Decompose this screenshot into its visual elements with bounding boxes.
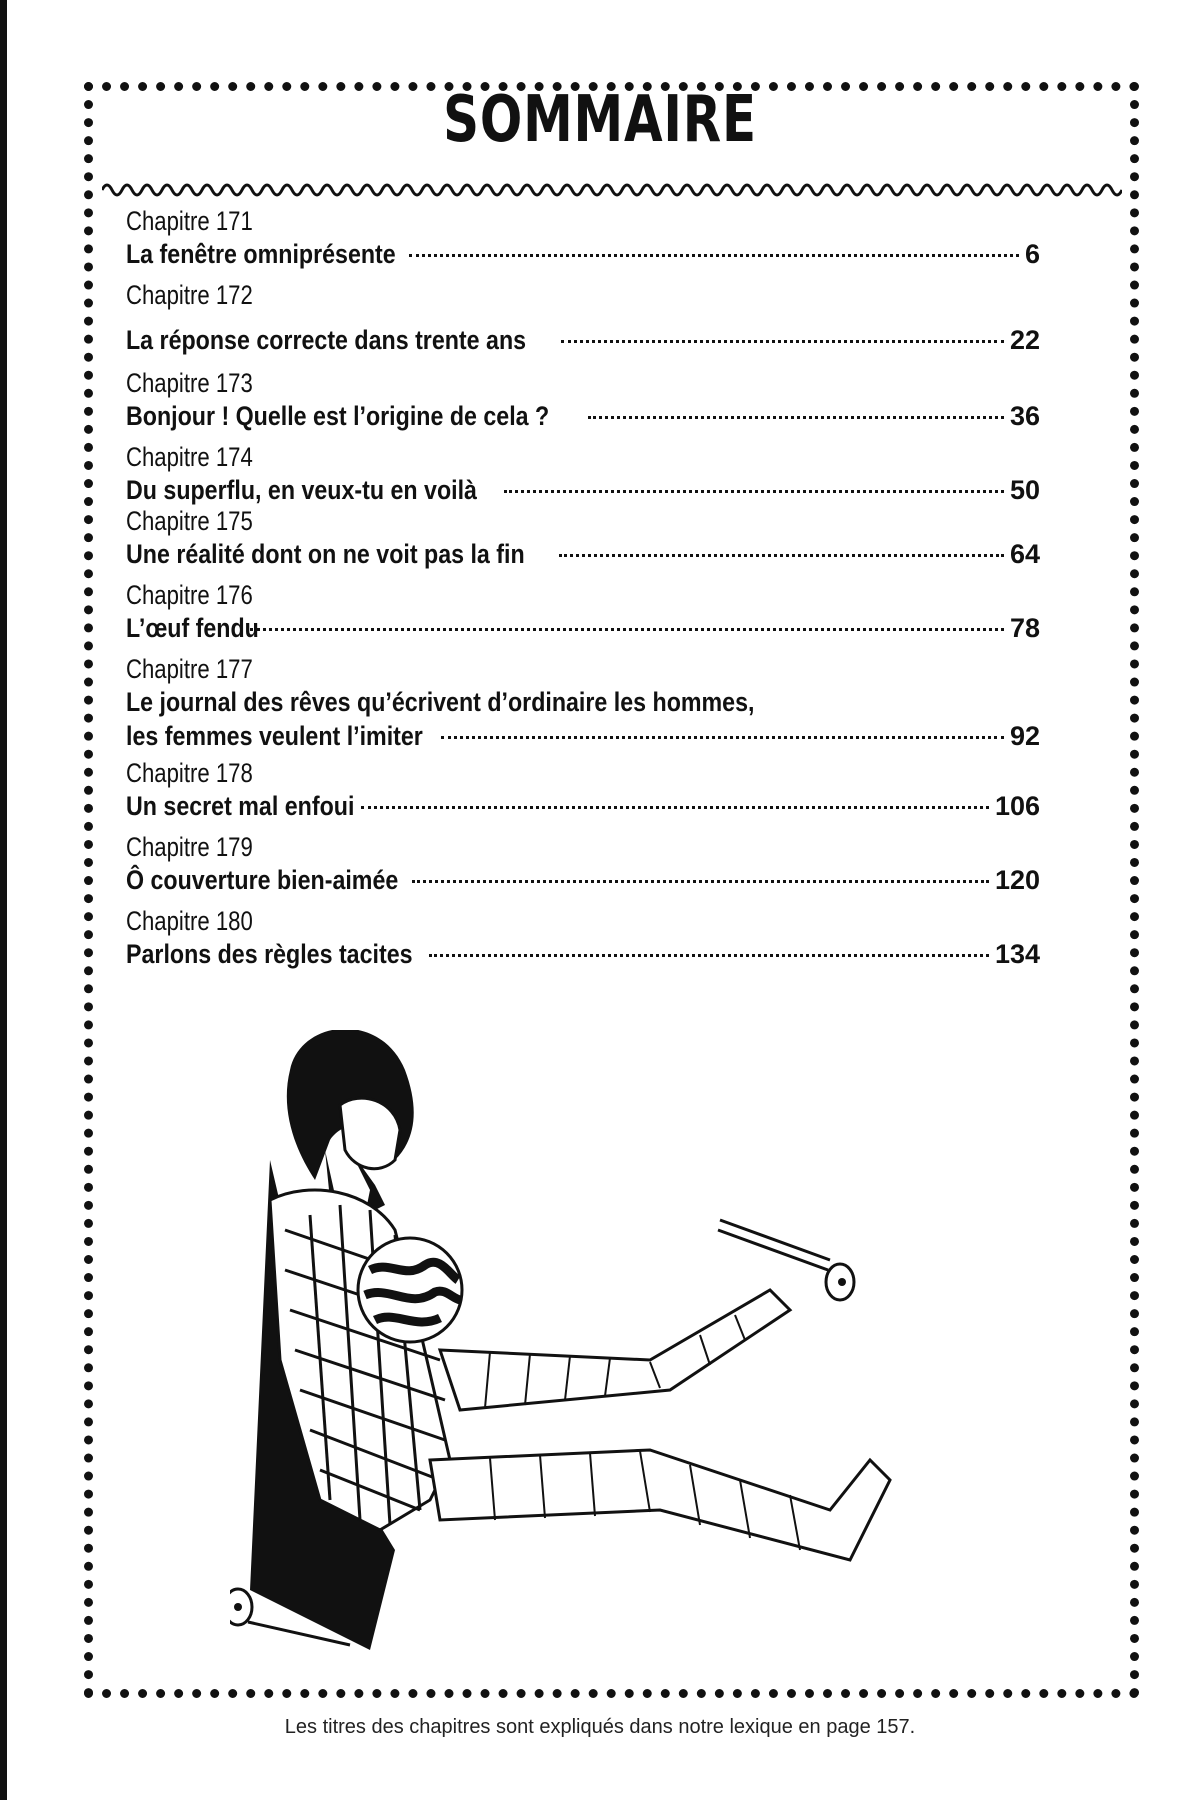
dot-leader [429,954,989,957]
chapter-title: La fenêtre omniprésente [126,239,396,269]
dot-leader [588,416,1004,419]
dot-leader [561,340,1004,343]
page-number: 64 [1009,539,1040,569]
page-number: 22 [1009,325,1040,355]
page-number: 36 [1009,401,1040,431]
chapter-title: L’œuf fendu [126,613,259,643]
dot-leader [361,806,989,809]
page-number: 106 [994,791,1040,821]
chapter-title: Du superflu, en veux-tu en voilà [126,475,477,505]
bandaged-leg-raised [440,1290,790,1410]
wavy-divider [102,178,1122,202]
dot-leader [409,254,1019,257]
chapter-title: Ô couverture bien-aimée [126,865,399,895]
dot-leader [250,628,1004,631]
chapter-number: Chapitre 174 [126,442,253,472]
chapter-number: Chapitre 177 [126,654,253,684]
toc-entry-175[interactable] [126,505,1040,571]
chapter-number: Chapitre 178 [126,758,253,788]
toc-entry-177[interactable] [126,653,1040,753]
chapter-title: Un secret mal enfoui [126,791,355,821]
girl-with-bandages-and-watermelon-illustration [230,1030,1010,1670]
page-number: 50 [1009,475,1040,505]
toc-entry-172[interactable] [126,279,1040,357]
dot-leader [559,554,1004,557]
dot-leader [441,736,1004,739]
toc-entry-179[interactable] [126,831,1040,897]
chapter-title: les femmes veulent l’imiter [126,721,423,751]
footnote: Les titres des chapitres sont expliqués dans notre lexique en page 157. [284,1716,916,1738]
toc-entry-173[interactable] [126,367,1040,433]
page-number: 6 [1024,239,1040,269]
chapter-title: Parlons des règles tacites [126,939,413,969]
page-number: 78 [1009,613,1040,643]
chapter-number: Chapitre 176 [126,580,253,610]
chapter-title: La réponse correcte dans trente ans [126,325,527,355]
toc-entry-180[interactable] [126,905,1040,971]
page-left-edge [0,0,7,1800]
chapter-number: Chapitre 179 [126,832,253,862]
page-number: 92 [1009,721,1040,751]
toilet-paper-roll-right [718,1220,854,1300]
chapter-number: Chapitre 173 [126,368,253,398]
chapter-number: Chapitre 175 [126,506,253,536]
dot-leader [412,880,989,883]
toc-entry-174[interactable] [126,441,1040,507]
page-number: 120 [994,865,1040,895]
chapter-title: Bonjour ! Quelle est l’origine de cela ? [126,401,550,431]
toc-entry-178[interactable] [126,757,1040,823]
bandaged-leg-extended [430,1450,890,1560]
toc-entry-171[interactable] [126,205,1040,271]
chapter-title-line-1: Le journal des rêves qu’écrivent d’ordinaire les hommes, [126,687,755,717]
chapter-number: Chapitre 180 [126,906,253,936]
chapter-number: Chapitre 171 [126,206,253,236]
page-title: SOMMAIRE [443,83,757,157]
page-number: 134 [994,939,1040,969]
toc-entry-176[interactable] [126,579,1040,645]
chapter-title: Une réalité dont on ne voit pas la fin [126,539,525,569]
chapter-number: Chapitre 172 [126,280,253,310]
dot-leader [504,490,1004,493]
